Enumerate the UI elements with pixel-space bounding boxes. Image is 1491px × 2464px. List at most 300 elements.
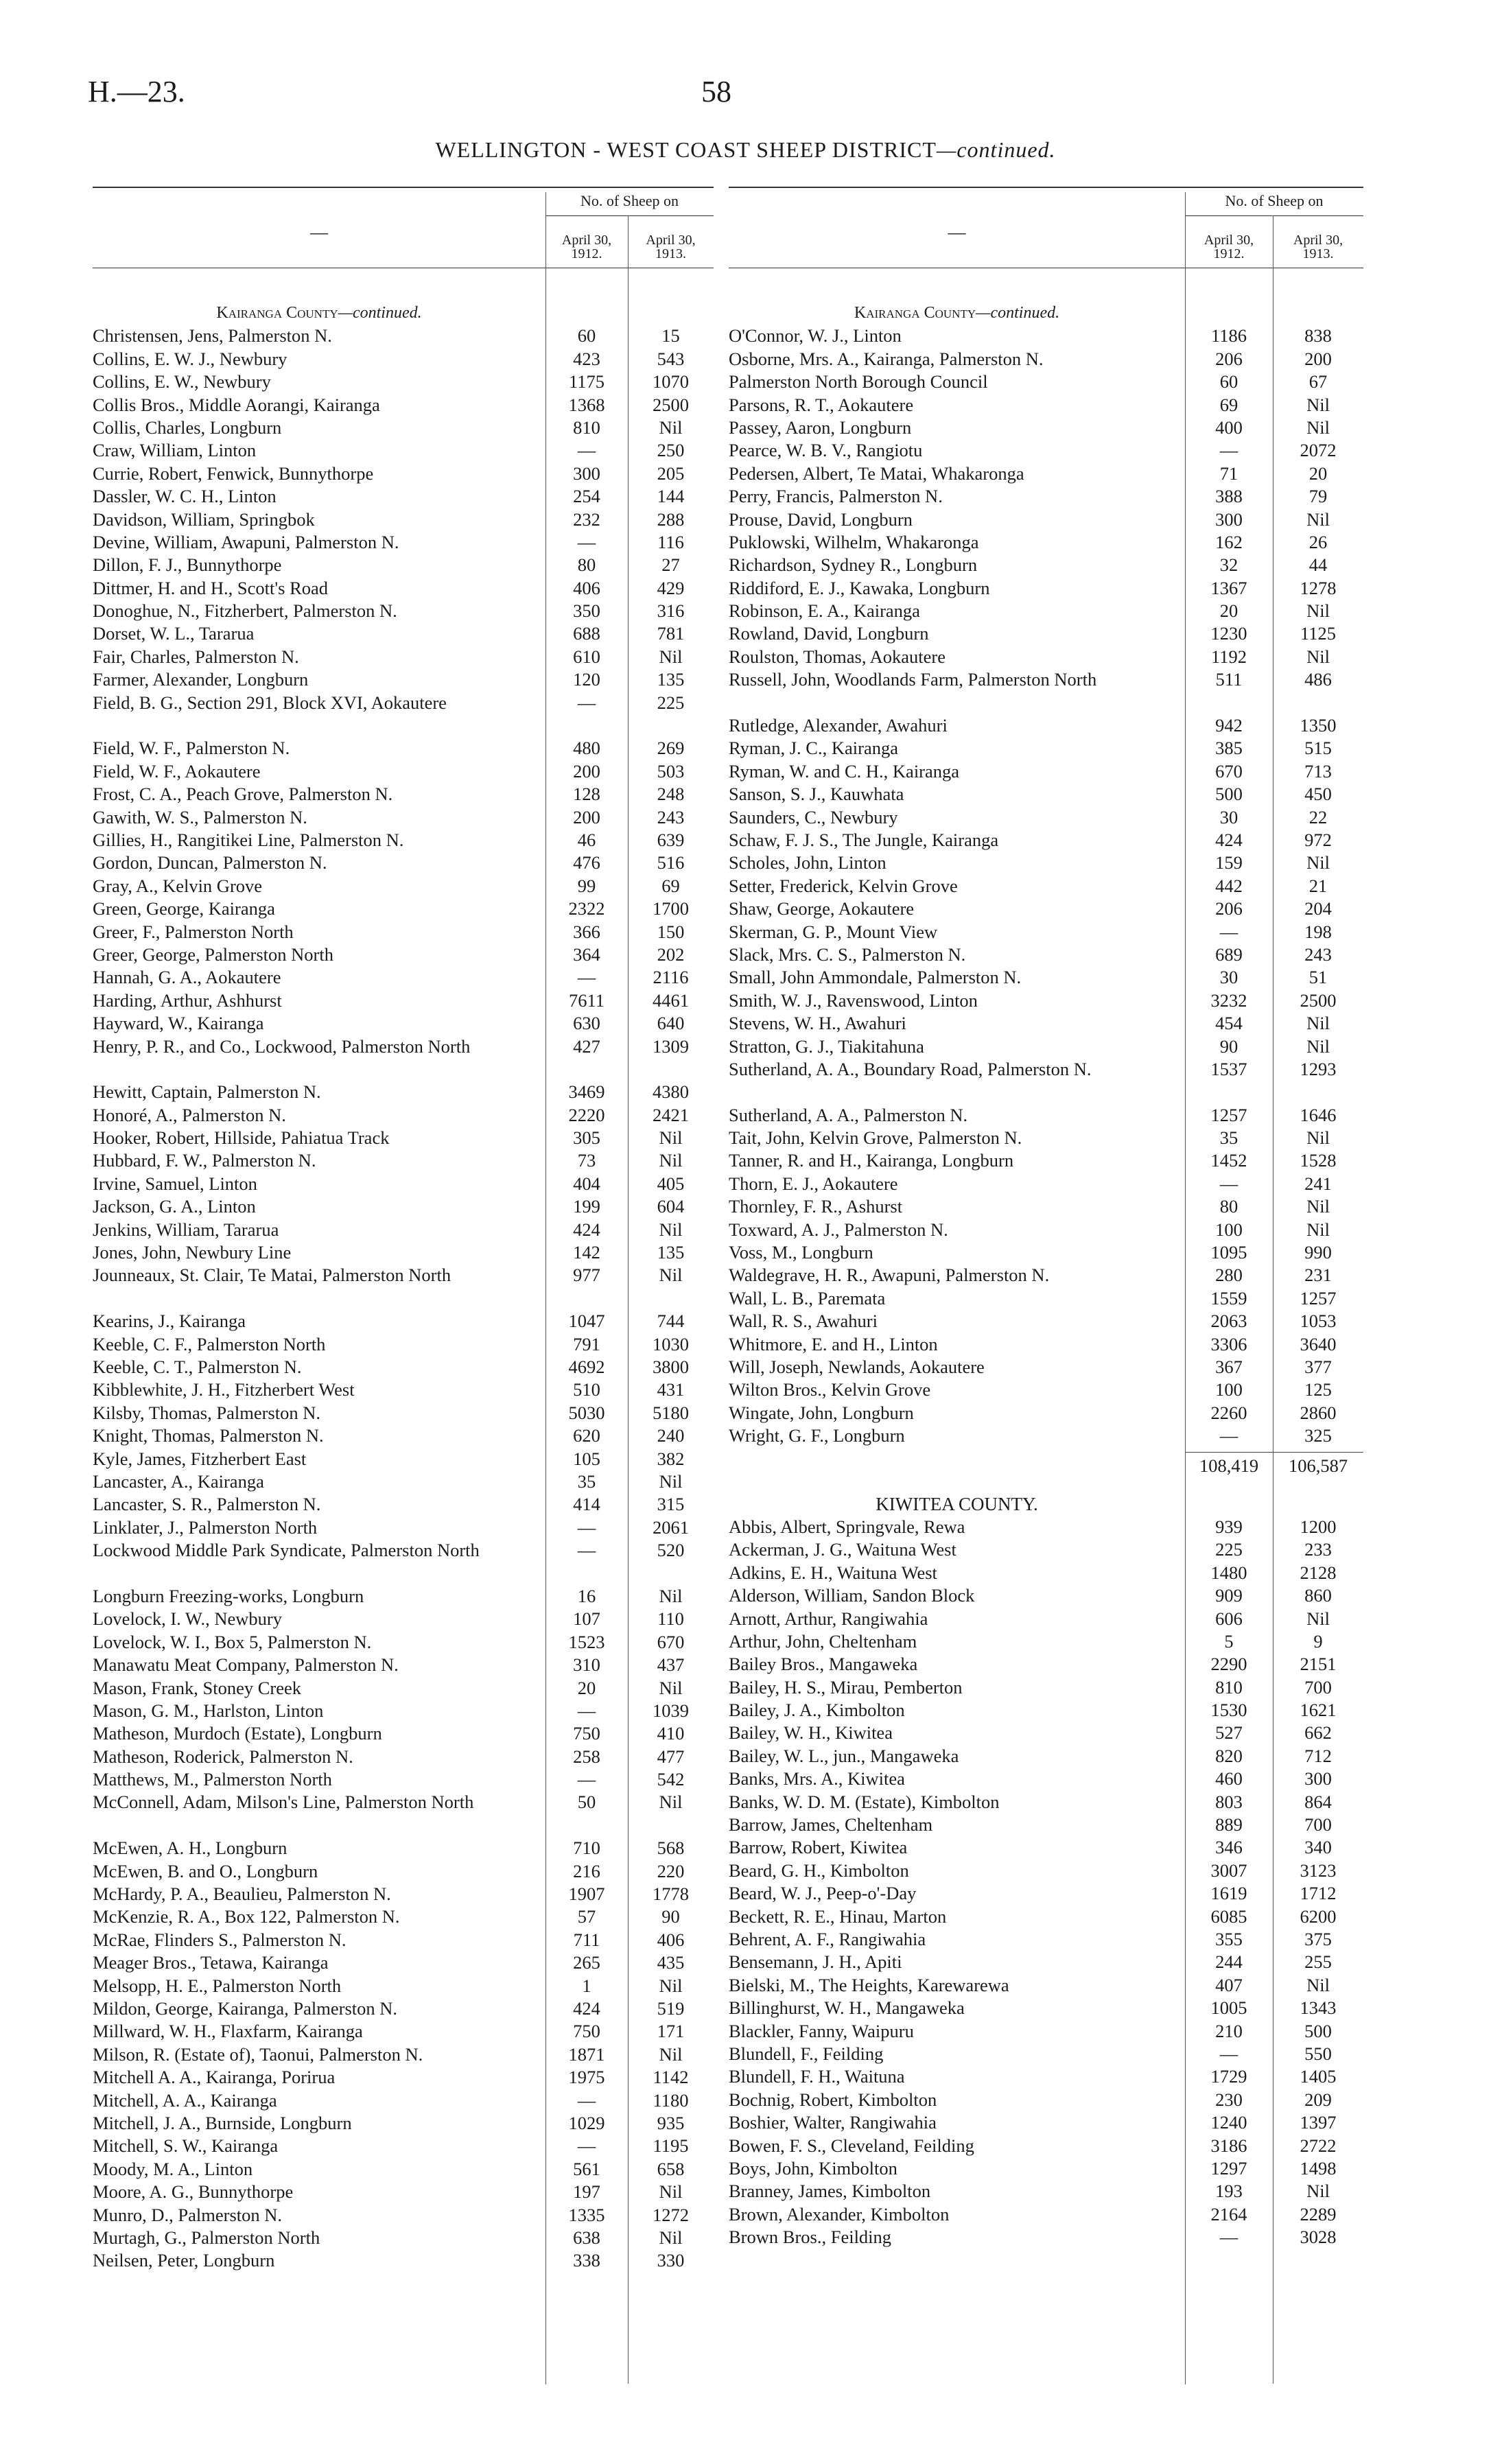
table-row (729, 1378, 1363, 1401)
owner-name: Hooker, Robert, Hillside, Pahiatua Track (93, 1127, 390, 1149)
table-row (93, 1516, 714, 1539)
owner-name: Keeble, C. T., Palmerston N. (93, 1357, 302, 1378)
table-row (729, 1974, 1363, 1997)
table-row (93, 1310, 714, 1333)
col2-year: 1913. (1302, 246, 1334, 261)
sheep-1912: 810 (573, 416, 600, 438)
total-1912: 108,419 (1199, 1455, 1259, 1476)
sheep-1912: 1523 (568, 1631, 605, 1652)
owner-name: Blundell, F., Feilding (729, 2043, 884, 2064)
sheep-1912: 305 (573, 1127, 600, 1149)
sheep-1912: 1 (582, 1975, 591, 1996)
owner-name: Keeble, C. F., Palmerston North (93, 1333, 326, 1354)
table-row (729, 577, 1363, 600)
owner-name: Hubbard, F. W., Palmerston N. (93, 1150, 316, 1171)
table-row (93, 668, 714, 691)
sheep-1912: 367 (1215, 1357, 1243, 1377)
sheep-1912: 1230 (1210, 623, 1247, 644)
sheep-1912: 810 (1215, 1676, 1243, 1698)
table-row (729, 439, 1363, 462)
table-row (729, 2089, 1363, 2111)
owner-name: Riddiford, E. J., Kawaka, Longburn (729, 577, 990, 598)
sheep-1913: 26 (1308, 531, 1328, 552)
sheep-1913: Nil (1306, 1013, 1330, 1034)
table-row (93, 829, 714, 852)
owner-name: Lovelock, I. W., Newbury (93, 1608, 282, 1630)
sheep-1912: 688 (573, 623, 600, 644)
section-heading-kiwitea: KIWITEA COUNTY. (876, 1493, 1038, 1514)
sheep-1913: 1778 (653, 1884, 689, 1905)
sheep-1912: 3306 (1210, 1333, 1247, 1354)
sheep-1912: — (1219, 2043, 1238, 2064)
sheep-1913: Nil (1306, 1219, 1330, 1240)
sheep-1912: 1240 (1210, 2112, 1247, 2133)
owner-name: O'Connor, W. J., Linton (729, 325, 902, 347)
sheep-1913: 4380 (653, 1081, 689, 1103)
sheep-1912: 500 (1215, 784, 1243, 805)
sheep-1913: 520 (657, 1540, 685, 1561)
sheep-1913: 241 (1304, 1173, 1332, 1194)
sheep-1912: 424 (1215, 830, 1243, 850)
table-row (729, 1836, 1363, 1859)
owner-name: Dorset, W. L., Tararua (93, 623, 255, 644)
sheep-1913: 1200 (1300, 1516, 1337, 1537)
table-row (93, 2066, 714, 2089)
sheep-1913: 1030 (653, 1333, 689, 1354)
table-row (93, 1654, 714, 1676)
table-row (729, 600, 1363, 622)
sheep-1913: 300 (1304, 1768, 1332, 1790)
sheep-1912: 366 (573, 921, 600, 942)
sheep-1913: 860 (1304, 1585, 1332, 1606)
sheep-1912: 480 (573, 738, 600, 759)
table-row (93, 1035, 714, 1081)
sheep-1913: 377 (1304, 1357, 1332, 1377)
sheep-1913: Nil (659, 1150, 683, 1171)
table-row (93, 1241, 714, 1264)
col2-date: April 30, (646, 233, 696, 248)
col1-year: 1912. (571, 246, 602, 261)
table-row (93, 1975, 714, 1997)
owner-name: Irvine, Samuel, Linton (93, 1173, 257, 1194)
sheep-1912: 199 (573, 1196, 600, 1217)
sheep-1912: 889 (1215, 1814, 1243, 1835)
table-row (93, 1173, 714, 1195)
sheep-1913: 1142 (653, 2067, 689, 2088)
sheep-1913: 1272 (653, 2204, 689, 2225)
sheep-1913: 662 (1304, 1722, 1332, 1744)
sheep-1913: Nil (1306, 600, 1330, 622)
table-row (729, 1882, 1363, 1905)
table-row (93, 2249, 714, 2272)
owner-name: Matheson, Roderick, Palmerston N. (93, 1746, 353, 1767)
sheep-1913: 144 (657, 486, 685, 507)
sheep-1912: 197 (573, 2181, 600, 2203)
table-row (729, 2065, 1363, 2088)
table-row (93, 416, 714, 439)
owner-name: Bensemann, J. H., Apiti (729, 1951, 902, 1973)
sheep-1913: Nil (659, 1219, 683, 1240)
owner-name: Behrent, A. F., Rangiwahia (729, 1928, 926, 1949)
header-col1 (1185, 233, 1273, 261)
table-row (93, 1333, 714, 1356)
owner-name: Scholes, John, Linton (729, 852, 887, 873)
sheep-1913: 503 (657, 760, 685, 782)
sheep-1912: — (1219, 921, 1238, 942)
owner-name: Beard, W. J., Peep-o'-Day (729, 1883, 917, 1904)
table-row (729, 1745, 1363, 1768)
owner-name: Banks, Mrs. A., Kiwitea (729, 1768, 905, 1790)
sheep-1912: 791 (573, 1333, 600, 1354)
sheep-1912: 159 (1215, 852, 1243, 873)
sheep-1912: 1047 (568, 1311, 605, 1332)
sheep-1913: 135 (657, 669, 685, 690)
page-reference: H.—23. (88, 75, 185, 108)
table-row (93, 439, 714, 462)
table-row (93, 508, 714, 531)
table-row (729, 2135, 1363, 2157)
sheep-1913: 44 (1308, 554, 1328, 576)
sheep-1913: 1053 (1300, 1311, 1337, 1332)
sheep-1913: Nil (659, 1127, 683, 1149)
table-row (729, 1264, 1363, 1287)
sheep-1912: 254 (573, 486, 600, 507)
owner-name: Abbis, Albert, Springvale, Rewa (729, 1516, 965, 1537)
owner-name: Rowland, David, Longburn (729, 623, 929, 644)
sheep-1913: 658 (657, 2158, 685, 2179)
table-top-rule (93, 187, 714, 188)
owner-name: Collis, Charles, Longburn (93, 416, 282, 438)
owner-name: Mitchell, J. A., Burnside, Longburn (93, 2112, 352, 2133)
owner-name: Millward, W. H., Flaxfarm, Kairanga (93, 2021, 363, 2042)
owner-name: Brown, Alexander, Kimbolton (729, 2203, 950, 2225)
owner-name: Honoré, A., Palmerston N. (93, 1104, 286, 1125)
sheep-1913: 2500 (653, 394, 689, 415)
owner-name: Sutherland, A. A., Palmerston N. (729, 1104, 968, 1125)
table-row (93, 943, 714, 966)
sheep-1913: Nil (1306, 416, 1330, 438)
page-number: 58 (701, 75, 731, 108)
owner-name: Billinghurst, W. H., Mangaweka (729, 1997, 965, 2019)
table-row (93, 1722, 714, 1745)
col2-date: April 30, (1293, 233, 1343, 248)
table-row (93, 1768, 714, 1791)
sheep-1912: 80 (577, 554, 596, 576)
sheep-1912: 105 (573, 1448, 600, 1469)
table-row (729, 2020, 1363, 2043)
owner-name: Devine, William, Awapuni, Palmerston N. (93, 531, 399, 552)
sheep-1913: Nil (659, 1792, 683, 1813)
section-continued: —continued. (338, 304, 422, 322)
sheep-1912: 120 (573, 669, 600, 690)
owner-name: Tanner, R. and H., Kairanga, Longburn (729, 1150, 1014, 1171)
sheep-1912: 2164 (1210, 2203, 1247, 2225)
owner-name: Linklater, J., Palmerston North (93, 1516, 318, 1538)
sheep-1913: 231 (1304, 1265, 1332, 1286)
sheep-1912: 346 (1215, 1837, 1243, 1858)
sheep-1912: 1335 (568, 2204, 605, 2225)
sheep-1912: 338 (573, 2250, 600, 2271)
sheep-1913: 315 (657, 1494, 685, 1515)
owner-name: Jounneaux, St. Clair, Te Matai, Palmerston North (93, 1265, 451, 1286)
table-row (93, 897, 714, 920)
owner-name: Farmer, Alexander, Longburn (93, 669, 309, 690)
table-row (729, 737, 1363, 760)
table-row (93, 1493, 714, 1516)
sheep-1912: 50 (577, 1792, 596, 1813)
sheep-1913: 3123 (1300, 1859, 1337, 1881)
owner-name: Toxward, A. J., Palmerston N. (729, 1219, 948, 1240)
owner-name: Roulston, Thomas, Aokautere (729, 646, 946, 667)
owner-name: Wall, L. B., Paremata (729, 1287, 886, 1309)
sheep-1913: 515 (1304, 738, 1332, 759)
sheep-1912: 280 (1215, 1265, 1243, 1286)
sheep-1912: 388 (1215, 486, 1243, 507)
owner-name: Arnott, Arthur, Rangiwahia (729, 1608, 928, 1629)
owner-name: Knight, Thomas, Palmerston N. (93, 1425, 324, 1446)
owner-name: Small, John Ammondale, Palmerston N. (729, 967, 1022, 988)
table-row (93, 2204, 714, 2227)
sheep-1912: 1175 (568, 371, 605, 392)
owner-name: Hannah, G. A., Aokautere (93, 967, 281, 988)
owner-name: Mitchell A. A., Kairanga, Porirua (93, 2067, 336, 2088)
sheep-1913: 2860 (1300, 1402, 1337, 1423)
table-row (729, 325, 1363, 347)
owner-name: McConnell, Adam, Milson's Line, Palmerston North (93, 1792, 474, 1813)
table-row (729, 1035, 1363, 1058)
sheep-1912: 364 (573, 943, 600, 965)
sheep-1913: 639 (657, 830, 685, 850)
table-row (729, 989, 1363, 1012)
sheep-1912: 71 (1219, 462, 1238, 484)
sheep-1912: 1975 (568, 2067, 605, 2088)
sheep-1913: 20 (1308, 462, 1328, 484)
sheep-1912: 909 (1215, 1585, 1243, 1606)
sheep-1912: 6085 (1210, 1905, 1247, 1927)
sheep-1912: 300 (1215, 508, 1243, 530)
table-row (729, 2111, 1363, 2134)
owner-name: Bailey, H. S., Mirau, Pemberton (729, 1676, 963, 1698)
sheep-1912: 265 (573, 1952, 600, 1973)
section-continued: —continued. (976, 304, 1060, 322)
table-row (93, 2089, 714, 2112)
sheep-1912: 2290 (1210, 1654, 1247, 1675)
sheep-1912: 69 (1219, 394, 1238, 415)
owner-name: Wright, G. F., Longburn (729, 1425, 905, 1446)
owner-name: Ackerman, J. G., Waituna West (729, 1539, 956, 1560)
sheep-1913: 171 (657, 2021, 685, 2042)
sheep-1912: 1005 (1210, 1997, 1247, 2019)
county-total-row (729, 1448, 1363, 1478)
table-row (729, 1287, 1363, 1310)
owner-name: Milson, R. (Estate of), Taonui, Palmerston N. (93, 2043, 423, 2065)
header-col2 (628, 233, 714, 261)
sheep-1912: 73 (577, 1150, 596, 1171)
table-row (729, 622, 1363, 645)
sheep-1912: 128 (573, 784, 600, 805)
sheep-1912: 32 (1219, 554, 1238, 576)
sheep-1912: 1871 (568, 2043, 605, 2065)
sheep-1912: 206 (1215, 898, 1243, 919)
owner-name: Sanson, S. J., Kauwhata (729, 784, 904, 805)
owner-name: Collis Bros., Middle Aorangi, Kairanga (93, 394, 380, 415)
table-row (93, 622, 714, 645)
table-row (93, 1677, 714, 1700)
table-row (729, 1127, 1363, 1149)
owner-name: McHardy, P. A., Beaulieu, Palmerston N. (93, 1884, 391, 1905)
sheep-1913: 2722 (1300, 2135, 1337, 2156)
table-row (729, 348, 1363, 371)
sheep-1913: 150 (657, 921, 685, 942)
table-row (729, 2157, 1363, 2180)
owner-name: Boys, John, Kimbolton (729, 2157, 897, 2179)
owner-name: Wingate, John, Longburn (729, 1402, 914, 1423)
sheep-1912: 1530 (1210, 1700, 1247, 1721)
sheep-1912: 424 (573, 1219, 600, 1240)
table-row (93, 485, 714, 508)
table-row (93, 1700, 714, 1722)
table-row (93, 1791, 714, 1837)
owner-name: Greer, F., Palmerston North (93, 921, 294, 942)
sheep-1912: — (577, 967, 596, 988)
title-continued: —continued. (936, 137, 1056, 162)
sheep-1912: 1452 (1210, 1150, 1247, 1171)
table-row (729, 1722, 1363, 1744)
sheep-1912: 442 (1215, 875, 1243, 896)
owner-name: Stratton, G. J., Tiakitahuna (729, 1035, 924, 1057)
sheep-1913: 27 (661, 554, 680, 576)
table-row (93, 737, 714, 760)
sheep-1913: 1195 (653, 2135, 689, 2157)
sheep-1913: 204 (1304, 898, 1332, 919)
sheep-1913: 21 (1308, 875, 1328, 896)
page-title (0, 137, 1491, 163)
sheep-1912: 20 (577, 1677, 596, 1698)
owner-name: Richardson, Sydney R., Longburn (729, 554, 978, 576)
sheep-1913: 542 (657, 1769, 685, 1790)
sheep-1912: 30 (1219, 967, 1238, 988)
sheep-1912: 2063 (1210, 1311, 1247, 1332)
sheep-1913: 1397 (1300, 2112, 1337, 2133)
table-row (93, 371, 714, 393)
sheep-1913: 1039 (653, 1700, 689, 1721)
owner-name: Dittmer, H. and H., Scott's Road (93, 577, 329, 598)
sheep-1913: 990 (1304, 1242, 1332, 1263)
sheep-1912: 1368 (568, 394, 605, 415)
table-row (93, 1837, 714, 1859)
sheep-1913: 744 (657, 1311, 685, 1332)
sheep-1912: 610 (573, 646, 600, 667)
table-row (729, 1356, 1363, 1378)
table-row (93, 1539, 714, 1585)
sheep-1912: 142 (573, 1242, 600, 1263)
sheep-1912: 1297 (1210, 2157, 1247, 2179)
table-row (93, 692, 714, 738)
sheep-1913: 781 (657, 623, 685, 644)
col1-date: April 30, (1204, 233, 1254, 248)
sheep-1913: 1350 (1300, 715, 1337, 736)
table-row (93, 1905, 714, 1928)
owner-name: Ryman, W. and C. H., Kairanga (729, 760, 960, 782)
right-rows (729, 302, 1363, 2249)
sheep-1913: 864 (1304, 1791, 1332, 1812)
sheep-1912: — (577, 1540, 596, 1561)
sheep-1913: 1621 (1300, 1700, 1337, 1721)
owner-name: Mason, Frank, Stoney Creek (93, 1677, 301, 1698)
sheep-1913: 1125 (1300, 623, 1337, 644)
table-row (93, 1264, 714, 1310)
sheep-1913: 550 (1304, 2043, 1332, 2064)
sheep-1913: 225 (657, 692, 685, 713)
table-row (93, 1356, 714, 1378)
sheep-1913: Nil (1306, 1196, 1330, 1217)
sheep-1913: Nil (1306, 2181, 1330, 2202)
sheep-1912: 630 (573, 1013, 600, 1034)
sheep-1913: 1405 (1300, 2066, 1337, 2087)
sheep-1913: 713 (1304, 760, 1332, 782)
sheep-1913: 51 (1308, 967, 1328, 988)
sheep-1912: 561 (573, 2158, 600, 2179)
sheep-1913: 325 (1304, 1425, 1332, 1446)
sheep-1912: 16 (577, 1585, 596, 1606)
sheep-1913: 243 (1304, 943, 1332, 965)
table-row (729, 1997, 1363, 2019)
owner-name: Ryman, J. C., Kairanga (729, 738, 898, 759)
sheep-1912: 355 (1215, 1928, 1243, 1949)
sheep-1912: 400 (1215, 416, 1243, 438)
owner-name: Palmerston North Borough Council (729, 371, 988, 392)
owner-name: Waldegrave, H. R., Awapuni, Palmerston N. (729, 1265, 1050, 1286)
sheep-1913: Nil (1306, 1608, 1330, 1629)
owner-name: Field, W. F., Palmerston N. (93, 738, 290, 759)
table-row (729, 1905, 1363, 1928)
owner-name: Lockwood Middle Park Syndicate, Palmerston North (93, 1540, 480, 1561)
table-row (93, 1378, 714, 1401)
sheep-1912: 750 (573, 2021, 600, 2042)
sheep-1913: 1278 (1300, 577, 1337, 598)
sheep-1912: 527 (1215, 1722, 1243, 1744)
table-row (729, 2043, 1363, 2065)
sheep-1912: 57 (577, 1906, 596, 1927)
sheep-1913: 1343 (1300, 1997, 1337, 2019)
sheep-1913: 3640 (1300, 1333, 1337, 1354)
owner-name: Mitchell, A. A., Kairanga (93, 2089, 277, 2111)
table-row (729, 1012, 1363, 1035)
sheep-1912: 200 (573, 806, 600, 828)
sheep-1912: 820 (1215, 1745, 1243, 1766)
owner-name: Saunders, C., Newbury (729, 806, 898, 828)
sheep-1913: 604 (657, 1196, 685, 1217)
table-row (729, 416, 1363, 439)
sheep-1912: 35 (1219, 1127, 1238, 1149)
owner-name: Boshier, Walter, Rangiwahia (729, 2112, 937, 2133)
sheep-1913: 198 (1304, 921, 1332, 942)
sheep-1913: 437 (657, 1654, 685, 1676)
section-title: Kairanga County (854, 304, 976, 322)
sheep-1913: Nil (1306, 1974, 1330, 1995)
sheep-1913: 340 (1304, 1837, 1332, 1858)
table-row (93, 1631, 714, 1654)
owner-name: Russell, John, Woodlands Farm, Palmerston North (729, 669, 1097, 690)
table-row (93, 921, 714, 943)
owner-name: Moody, M. A., Linton (93, 2158, 253, 2179)
owner-name: Jackson, G. A., Linton (93, 1196, 256, 1217)
sheep-1912: 511 (1215, 669, 1243, 690)
table-row (729, 921, 1363, 943)
sheep-1912: 7611 (568, 989, 605, 1011)
owner-name: Sutherland, A. A., Boundary Road, Palmerston N. (729, 1058, 1092, 1079)
sheep-1912: — (1219, 2227, 1238, 2248)
